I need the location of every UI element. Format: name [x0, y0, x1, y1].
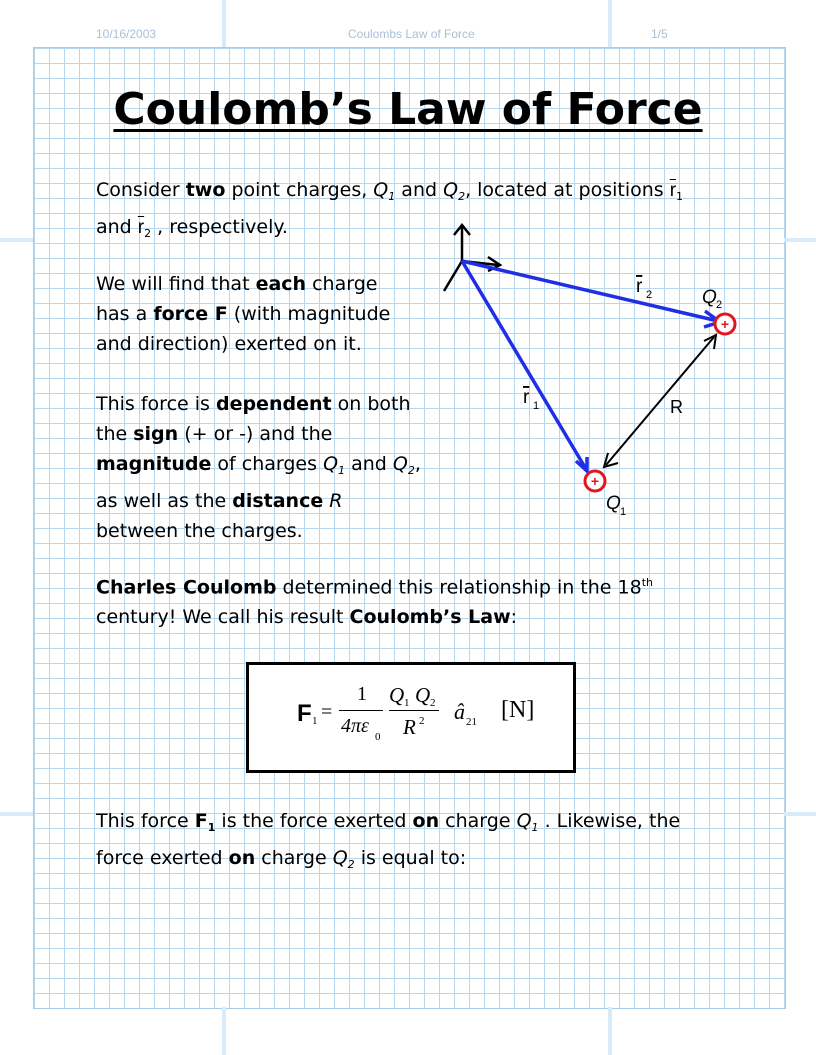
header-date: 10/16/2003	[96, 27, 157, 41]
r2-vector-arrow	[462, 261, 723, 327]
text: charge	[255, 847, 333, 869]
text: and	[395, 179, 444, 201]
plus-sign: +	[590, 473, 600, 489]
q2-label: Q	[702, 287, 717, 308]
guide-line	[608, 1007, 612, 1055]
header-page-number: 1/5	[651, 27, 668, 41]
bold-distance: distance	[232, 490, 324, 512]
dependence-paragraph	[96, 389, 456, 546]
text: This force	[96, 810, 195, 832]
r1-vector: $\overline{r}$	[669, 180, 677, 201]
q2-symbol: Q	[443, 179, 459, 201]
text: :	[510, 606, 518, 629]
q1-label: Q	[606, 493, 621, 514]
distance-label: R	[670, 397, 683, 417]
fraction-bar	[339, 710, 383, 711]
coulombs-law-equation-box	[246, 662, 576, 773]
bold-charles-coulomb: Charles Coulomb	[96, 576, 277, 599]
text: has a	[96, 303, 154, 325]
r1-label-subscript: 1	[533, 400, 540, 412]
q1-symbol: Q	[323, 453, 339, 475]
q2-subscript: 2	[407, 464, 415, 477]
text: ,	[414, 453, 421, 475]
unit-vector-subscript: 21	[466, 716, 477, 728]
q1-symbol: Q	[389, 683, 405, 707]
bold-magnitude: magnitude	[96, 453, 212, 475]
charge-diagram	[430, 215, 770, 525]
text: (+ or -) and the	[178, 423, 333, 445]
q1-symbol: Q	[373, 179, 389, 201]
fraction-denominator: 4πε	[341, 715, 369, 737]
q2-symbol: Q	[332, 847, 348, 869]
guide-line	[222, 1007, 226, 1055]
text: This force is	[96, 393, 216, 415]
unit-vector-symbol: â	[454, 699, 465, 724]
page-title: Coulomb’s Law of Force	[113, 84, 703, 135]
distance-symbol: R	[329, 490, 343, 512]
bold-on: on	[412, 810, 440, 832]
q2-subscript: 2	[430, 697, 436, 709]
guide-line	[0, 812, 33, 816]
text: and direction) exerted on it.	[96, 333, 362, 355]
fraction-bar	[389, 710, 439, 711]
r1-label: r	[523, 387, 530, 408]
q1-subscript: 1	[388, 190, 396, 203]
force-on-q-paragraph	[96, 806, 756, 880]
header-doc-title: Coulombs Law of Force	[348, 27, 475, 41]
bold-each: each	[255, 273, 307, 295]
text: century! We call his result	[96, 606, 350, 629]
intro-line-1	[96, 175, 736, 212]
bold-sign: sign	[133, 423, 179, 445]
text: of charges	[211, 453, 324, 475]
unit-newtons: [N]	[501, 697, 535, 723]
bold-two: two	[185, 179, 226, 201]
bold-dependent: dependent	[215, 393, 332, 415]
plus-sign: +	[720, 316, 730, 332]
guide-line	[0, 238, 33, 242]
q2-symbol: Q	[392, 453, 408, 475]
distance-arrow	[604, 335, 716, 467]
superscript-th: th	[641, 576, 653, 589]
charge-q2	[715, 314, 735, 334]
text: We will find that	[96, 273, 256, 295]
q2-subscript: 2	[347, 858, 355, 871]
text: charge	[306, 273, 378, 295]
distance-exponent: 2	[419, 715, 425, 727]
bold-force-f: force F	[153, 303, 228, 325]
r1-vector-arrow	[462, 261, 587, 471]
guide-line	[784, 812, 816, 816]
bold-f1: F	[194, 810, 208, 832]
q1-subscript: 1	[404, 697, 410, 709]
r2-label: r	[636, 276, 643, 297]
text: is equal to:	[354, 847, 467, 869]
q2-label-subscript: 2	[716, 299, 723, 311]
text: (with magnitude	[227, 303, 391, 325]
r2-vector: $\overline{r}$	[137, 217, 145, 238]
text: , respectively.	[151, 216, 288, 238]
force-subscript: 1	[312, 715, 318, 727]
r2-label-subscript: 2	[646, 289, 653, 301]
q1-label-subscript: 1	[620, 506, 627, 518]
text: point charges,	[225, 179, 374, 201]
r1-subscript: 1	[676, 190, 684, 203]
q2-subscript: 2	[458, 190, 466, 203]
text: , located at positions	[465, 179, 670, 201]
bold-on: on	[228, 847, 256, 869]
equals-sign: =	[321, 701, 333, 723]
q2-symbol: Q	[415, 683, 431, 707]
charge-q1	[585, 471, 605, 491]
text: on both	[331, 393, 411, 415]
q1-symbol: Q	[516, 810, 532, 832]
distance-symbol: R	[403, 715, 416, 739]
text: determined this relationship in the 18	[276, 576, 642, 599]
guide-line	[608, 0, 612, 47]
force-paragraph	[96, 269, 436, 359]
text: Consider	[96, 179, 186, 201]
guide-line	[222, 0, 226, 47]
text: and	[345, 453, 393, 475]
text: between the charges.	[96, 520, 303, 542]
r2-subscript: 2	[144, 227, 152, 240]
f1-subscript: 1	[207, 821, 216, 834]
guide-line	[784, 238, 816, 242]
text: the	[96, 423, 134, 445]
text: and	[96, 216, 138, 238]
epsilon-subscript: 0	[375, 731, 381, 743]
bold-coulombs-law: Coulomb’s Law	[349, 606, 511, 629]
force-symbol: F	[297, 700, 312, 727]
text: is the force exerted	[215, 810, 413, 832]
text: as well as the	[96, 490, 233, 512]
text: charge	[439, 810, 517, 832]
text: force exerted	[96, 847, 229, 869]
coulomb-paragraph	[96, 568, 736, 632]
fraction-numerator: 1	[357, 683, 367, 705]
q1-subscript: 1	[338, 464, 346, 477]
text: . Likewise, the	[538, 810, 681, 832]
q1-subscript: 1	[531, 821, 539, 834]
